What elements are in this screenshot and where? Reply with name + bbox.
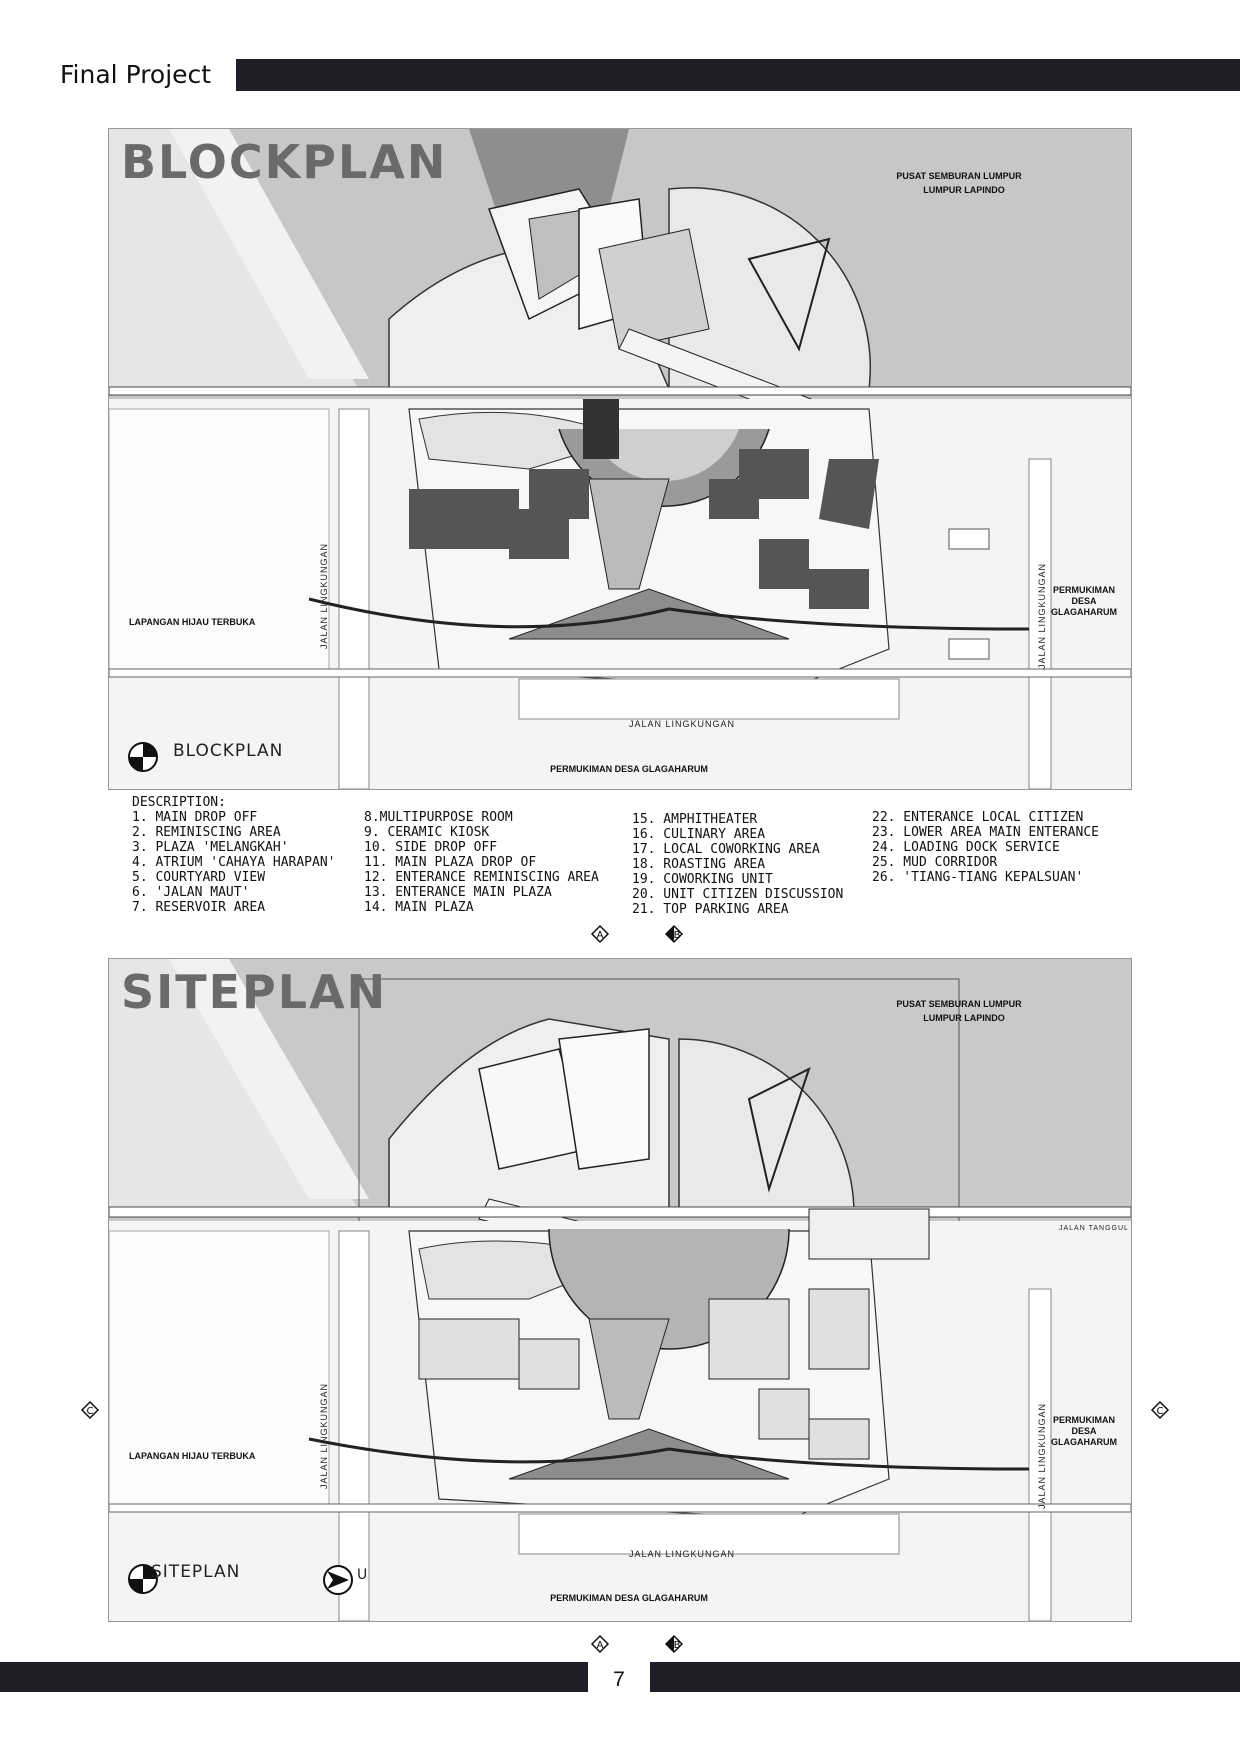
legend-item: 3. PLAZA 'MELANGKAH' (132, 840, 289, 855)
section-b-bottom-marker-icon (664, 1634, 684, 1654)
legend-item: 17. LOCAL COWORKING AREA (632, 842, 820, 857)
label-jalan-bottom: JALAN LINGKUNGAN (629, 1549, 736, 1559)
label-lapindo: LUMPUR LAPINDO (923, 1013, 1005, 1023)
label-jalan-tanggul: JALAN TANGGUL (1059, 1225, 1129, 1232)
label-pusat: PUSAT SEMBURAN LUMPUR (896, 171, 1022, 181)
legend-item: 6. 'JALAN MAUT' (132, 885, 250, 900)
svg-text:B: B (673, 1640, 681, 1651)
legend-item: 15. AMPHITHEATER (632, 812, 758, 827)
label-jalan-bottom: JALAN LINGKUNGAN (629, 719, 736, 729)
legend-item: 2. REMINISCING AREA (132, 825, 281, 840)
legend-item: 7. RESERVOIR AREA (132, 900, 266, 915)
legend-item: 12. ENTERANCE REMINISCING AREA (364, 870, 599, 885)
legend-item: 9. CERAMIC KIOSK (364, 825, 490, 840)
label-jalan-left: JALAN LINGKUNGAN (319, 1382, 329, 1489)
page-number: 7 (613, 1668, 625, 1691)
legend-item: 4. ATRIUM 'CAHAYA HARAPAN' (132, 855, 336, 870)
svg-text:C: C (1156, 1406, 1164, 1417)
label-jalan-right: JALAN LINGKUNGAN (1037, 562, 1047, 669)
footer-bar-left (0, 1662, 588, 1692)
label-jalan-left: JALAN LINGKUNGAN (319, 542, 329, 649)
legend-item: 18. ROASTING AREA (632, 857, 766, 872)
section-b-marker-icon (664, 924, 684, 944)
legend-item: 10. SIDE DROP OFF (364, 840, 498, 855)
legend-item: 24. LOADING DOCK SERVICE (872, 840, 1060, 855)
legend-column-4 (872, 810, 1099, 885)
footer-bar-right (650, 1662, 1240, 1692)
legend-item: 21. TOP PARKING AREA (632, 902, 789, 917)
label-permukiman-right: PERMUKIMAN DESA GLAGAHARUM (1051, 585, 1117, 617)
svg-text:A: A (596, 1640, 604, 1651)
blockplan-heading: BLOCKPLAN (121, 135, 448, 189)
document-title: Final Project (60, 60, 212, 89)
legend-item: 16. CULINARY AREA (632, 827, 766, 842)
label-lapindo: LUMPUR LAPINDO (923, 185, 1005, 195)
legend-item: 8.MULTIPURPOSE ROOM (364, 810, 513, 825)
label-lapangan: LAPANGAN HIJAU TERBUKA (129, 617, 256, 627)
north-compass-icon (123, 737, 163, 777)
section-a-bottom-marker-icon (590, 1634, 610, 1654)
north-label: U (357, 1567, 369, 1583)
svg-text:C: C (86, 1406, 94, 1417)
siteplan-svg (109, 959, 1131, 1621)
section-c-right-marker-icon (1150, 1400, 1170, 1420)
legend-item: 13. ENTERANCE MAIN PLAZA (364, 885, 552, 900)
header-bar (236, 59, 1240, 91)
svg-text:A: A (596, 930, 604, 941)
legend-item: 5. COURTYARD VIEW (132, 870, 266, 885)
section-c-left-marker-icon (80, 1400, 100, 1420)
legend-item: 26. 'TIANG-TIANG KEPALSUAN' (872, 870, 1084, 885)
legend-item: 20. UNIT CITIZEN DISCUSSION (632, 887, 844, 902)
section-a-marker-icon (590, 924, 610, 944)
legend-column-2 (364, 810, 599, 915)
blockplan-svg (109, 129, 1131, 789)
label-lapangan: LAPANGAN HIJAU TERBUKA (129, 1451, 256, 1461)
legend-item: 1. MAIN DROP OFF (132, 810, 258, 825)
blockplan-caption: BLOCKPLAN (173, 741, 284, 761)
siteplan-drawing (108, 958, 1132, 1622)
label-pusat: PUSAT SEMBURAN LUMPUR (896, 999, 1022, 1009)
label-jalan-right: JALAN LINGKUNGAN (1037, 1402, 1047, 1509)
north-arrow-icon (321, 1563, 355, 1597)
legend-item: 23. LOWER AREA MAIN ENTERANCE (872, 825, 1099, 840)
svg-text:B: B (673, 930, 681, 941)
legend-item: 11. MAIN PLAZA DROP OF (364, 855, 537, 870)
legend-item: 25. MUD CORRIDOR (872, 855, 998, 870)
siteplan-heading: SITEPLAN (121, 965, 388, 1019)
legend-column-1 (132, 795, 336, 915)
blockplan-drawing (108, 128, 1132, 790)
legend-column-3 (632, 812, 843, 917)
legend-item: 19. COWORKING UNIT (632, 872, 773, 887)
legend-item: 14. MAIN PLAZA (364, 900, 474, 915)
label-permukiman-bottom: PERMUKIMAN DESA GLAGAHARUM (550, 764, 708, 774)
legend-heading: DESCRIPTION: (132, 795, 226, 810)
siteplan-caption: SITEPLAN (151, 1562, 241, 1582)
legend-item: 22. ENTERANCE LOCAL CITIZEN (872, 810, 1084, 825)
label-permukiman-bottom: PERMUKIMAN DESA GLAGAHARUM (550, 1593, 708, 1603)
label-permukiman-right: PERMUKIMAN DESA GLAGAHARUM (1051, 1415, 1117, 1447)
